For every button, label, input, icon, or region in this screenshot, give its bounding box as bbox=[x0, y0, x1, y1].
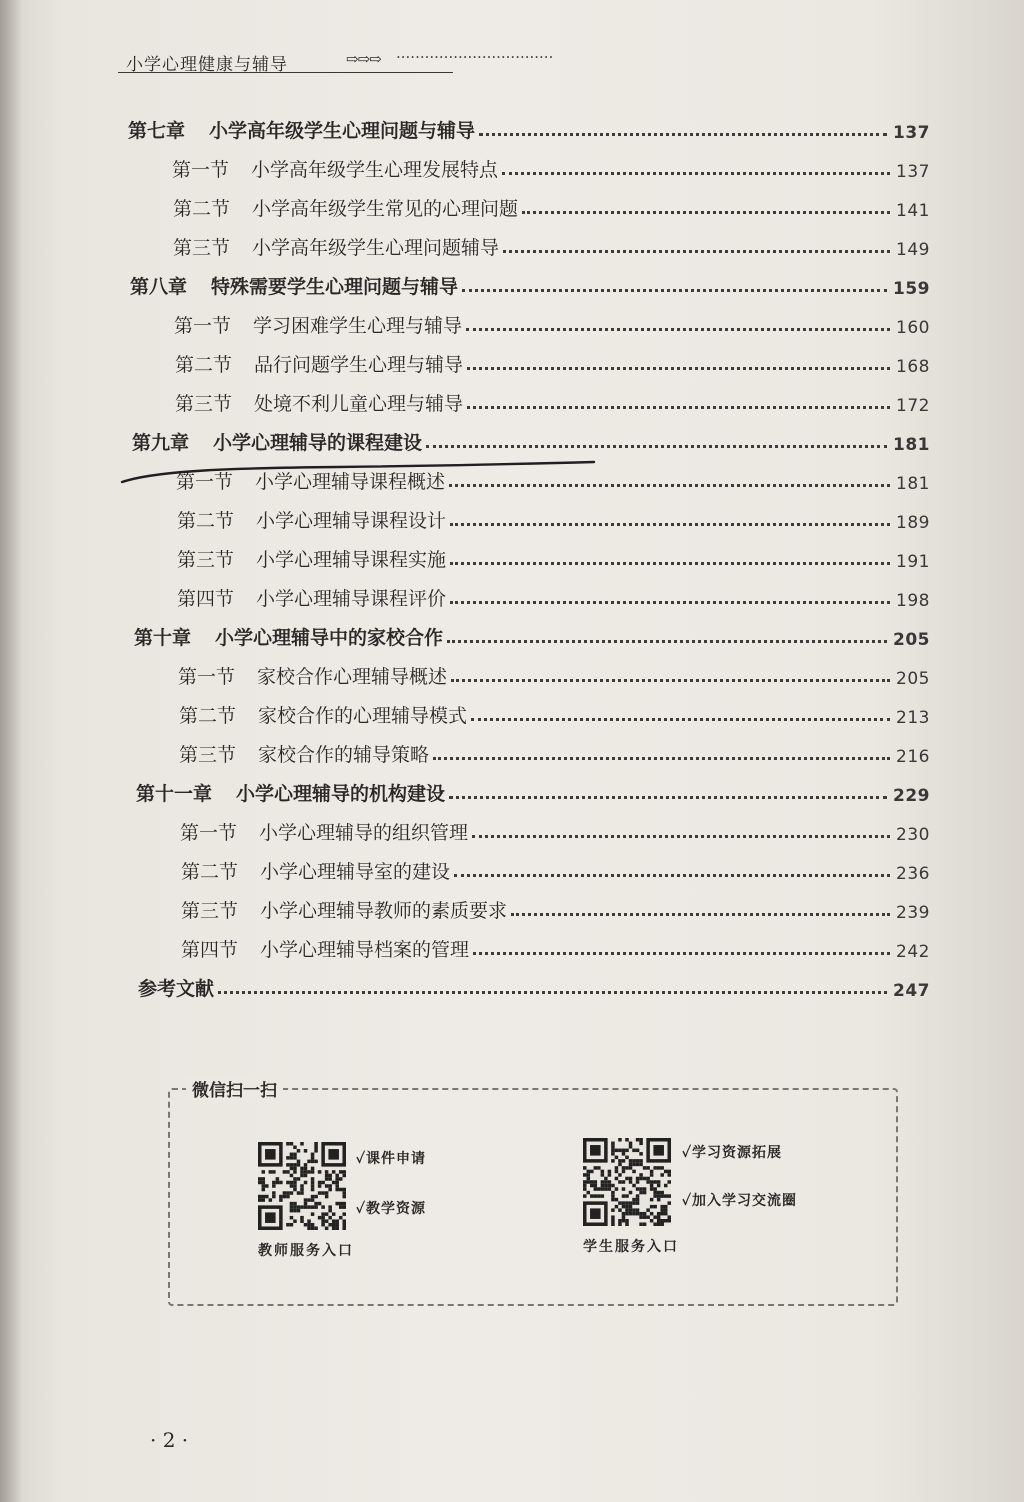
teacher-entry-caption: 教师服务入口 bbox=[258, 1243, 354, 1259]
wechat-scan-box bbox=[168, 1081, 898, 1306]
section-number: 第四节 bbox=[181, 939, 239, 961]
chapter-title: 小学高年级学生心理问题与辅导 bbox=[209, 120, 476, 142]
section-number: 第二节 bbox=[175, 354, 233, 376]
toc-chapter-row bbox=[132, 425, 930, 455]
toc-page-number: 181 bbox=[896, 474, 930, 494]
chapter-title: 小学心理辅导中的家校合作 bbox=[215, 627, 444, 649]
running-head-rule bbox=[118, 72, 453, 73]
student-feature-resources: ✓学习资源拓展 bbox=[682, 1145, 783, 1161]
toc-page-number: 160 bbox=[896, 318, 930, 338]
section-number: 第四节 bbox=[177, 588, 235, 610]
dot-leader bbox=[503, 250, 890, 253]
dot-leader bbox=[472, 835, 890, 838]
section-number: 第三节 bbox=[173, 237, 231, 259]
toc-page-number: 216 bbox=[896, 747, 930, 767]
dot-leader bbox=[502, 172, 890, 175]
chapter-number: 参考文献 bbox=[138, 978, 215, 1000]
dot-leader bbox=[450, 523, 890, 526]
toc-page-number: 213 bbox=[896, 708, 930, 728]
toc-page-number: 137 bbox=[893, 123, 930, 143]
dot-leader bbox=[449, 796, 887, 799]
chapter-number: 第十章 bbox=[134, 627, 192, 649]
section-number: 第二节 bbox=[181, 861, 239, 883]
toc-page-number: 172 bbox=[896, 396, 930, 416]
student-entry-caption: 学生服务入口 bbox=[583, 1239, 679, 1255]
section-number: 第一节 bbox=[174, 315, 232, 337]
toc-section-row bbox=[173, 191, 930, 221]
toc-page-number: 205 bbox=[896, 669, 930, 689]
dot-leader bbox=[447, 640, 887, 643]
dot-leader bbox=[479, 133, 887, 136]
toc-section-row bbox=[179, 737, 930, 767]
toc-page-number: 137 bbox=[896, 162, 930, 182]
running-head-title: 小学心理健康与辅导 bbox=[126, 55, 288, 75]
student-qr-code[interactable] bbox=[583, 1138, 671, 1226]
dot-leader bbox=[426, 445, 887, 448]
teacher-feature-resources: ✓教学资源 bbox=[356, 1201, 427, 1217]
dot-leader bbox=[467, 367, 890, 370]
toc-section-row bbox=[175, 347, 930, 377]
toc-page-number: 247 bbox=[893, 981, 930, 1001]
dot-leader bbox=[522, 211, 890, 214]
section-number: 第一节 bbox=[172, 159, 230, 181]
toc-section-row bbox=[175, 386, 930, 416]
section-title: 小学高年级学生心理发展特点 bbox=[251, 159, 499, 181]
teacher-qr-code[interactable] bbox=[258, 1142, 346, 1230]
toc-page-number: 181 bbox=[893, 435, 930, 455]
dot-leader bbox=[511, 913, 890, 916]
pen-underline bbox=[118, 452, 598, 492]
teacher-feature-courseware: ✓课件申请 bbox=[356, 1151, 427, 1167]
toc-section-row bbox=[177, 542, 930, 572]
dot-leader bbox=[218, 991, 887, 994]
section-title: 小学心理辅导课程概述 bbox=[255, 471, 446, 493]
section-title: 小学心理辅导课程实施 bbox=[256, 549, 447, 571]
dot-leader bbox=[467, 406, 890, 409]
toc-section-row bbox=[178, 659, 930, 689]
section-title: 小学心理辅导的组织管理 bbox=[259, 822, 469, 844]
toc-section-row bbox=[180, 815, 930, 845]
toc-page-number: 189 bbox=[896, 513, 930, 533]
dot-leader bbox=[450, 601, 890, 604]
page-number: · 2 · bbox=[150, 1428, 189, 1452]
section-number: 第二节 bbox=[179, 705, 237, 727]
section-title: 品行问题学生心理与辅导 bbox=[254, 354, 464, 376]
toc-page-number: 229 bbox=[893, 786, 930, 806]
toc-page-number: 149 bbox=[896, 240, 930, 260]
section-number: 第三节 bbox=[177, 549, 235, 571]
page-edge-shadow bbox=[0, 0, 22, 1502]
dot-leader bbox=[450, 562, 890, 565]
section-title: 处境不利儿童心理与辅导 bbox=[254, 393, 464, 415]
section-title: 学习困难学生心理与辅导 bbox=[253, 315, 463, 337]
toc-section-row bbox=[174, 308, 930, 338]
section-number: 第三节 bbox=[179, 744, 237, 766]
toc-page-number: 168 bbox=[896, 357, 930, 377]
section-title: 小学心理辅导室的建设 bbox=[260, 861, 451, 883]
section-title: 小学心理辅导档案的管理 bbox=[260, 939, 470, 961]
toc-chapter-row bbox=[138, 971, 930, 1001]
dot-leader bbox=[454, 874, 890, 877]
section-number: 第三节 bbox=[181, 900, 239, 922]
running-head bbox=[118, 48, 588, 74]
toc-section-row bbox=[181, 932, 930, 962]
chapter-number: 第九章 bbox=[132, 432, 190, 454]
running-head-arrows: ⇨⇨⇨ bbox=[346, 50, 381, 68]
toc-section-row bbox=[181, 854, 930, 884]
toc-page-number: 141 bbox=[896, 201, 930, 221]
section-title: 小学心理辅导教师的素质要求 bbox=[260, 900, 508, 922]
toc-section-row bbox=[177, 581, 930, 611]
toc-page-number: 236 bbox=[896, 864, 930, 884]
wechat-heading: 微信扫一扫 bbox=[186, 1076, 283, 1101]
chapter-number: 第十一章 bbox=[136, 783, 213, 805]
toc-chapter-row bbox=[136, 776, 930, 806]
section-title: 小学心理辅导课程设计 bbox=[256, 510, 447, 532]
chapter-title: 小学心理辅导的机构建设 bbox=[236, 783, 446, 805]
toc-section-row bbox=[172, 152, 930, 182]
running-head-dots: ································· bbox=[396, 48, 554, 66]
dot-leader bbox=[466, 328, 890, 331]
toc-page-number: 191 bbox=[896, 552, 930, 572]
section-title: 家校合作心理辅导概述 bbox=[257, 666, 448, 688]
dot-leader bbox=[473, 952, 890, 955]
dot-leader bbox=[471, 718, 890, 721]
toc-page-number: 239 bbox=[896, 903, 930, 923]
toc-page-number: 230 bbox=[896, 825, 930, 845]
section-number: 第一节 bbox=[178, 666, 236, 688]
dot-leader bbox=[451, 679, 890, 682]
section-title: 家校合作的辅导策略 bbox=[258, 744, 430, 766]
section-title: 家校合作的心理辅导模式 bbox=[258, 705, 468, 727]
toc-page-number: 198 bbox=[896, 591, 930, 611]
section-number: 第一节 bbox=[180, 822, 238, 844]
toc-section-row bbox=[177, 503, 930, 533]
toc-page-number: 205 bbox=[893, 630, 930, 650]
dot-leader bbox=[433, 757, 890, 760]
section-number: 第二节 bbox=[177, 510, 235, 532]
toc-section-row bbox=[173, 230, 930, 260]
section-number: 第一节 bbox=[176, 471, 234, 493]
section-number: 第三节 bbox=[175, 393, 233, 415]
chapter-number: 第七章 bbox=[128, 120, 186, 142]
toc-page-number: 159 bbox=[893, 279, 930, 299]
toc-chapter-row bbox=[130, 269, 930, 299]
toc-section-row bbox=[181, 893, 930, 923]
section-number: 第二节 bbox=[173, 198, 231, 220]
student-feature-community: ✓加入学习交流圈 bbox=[682, 1193, 798, 1209]
section-title: 小学心理辅导课程评价 bbox=[256, 588, 447, 610]
chapter-title: 小学心理辅导的课程建设 bbox=[213, 432, 423, 454]
toc-section-row bbox=[179, 698, 930, 728]
chapter-number: 第八章 bbox=[130, 276, 188, 298]
toc-chapter-row bbox=[134, 620, 930, 650]
chapter-title: 特殊需要学生心理问题与辅导 bbox=[211, 276, 459, 298]
section-title: 小学高年级学生心理问题辅导 bbox=[252, 237, 500, 259]
section-title: 小学高年级学生常见的心理问题 bbox=[252, 198, 519, 220]
toc-page-number: 242 bbox=[896, 942, 930, 962]
dot-leader bbox=[462, 289, 887, 292]
toc-chapter-row bbox=[128, 113, 930, 143]
